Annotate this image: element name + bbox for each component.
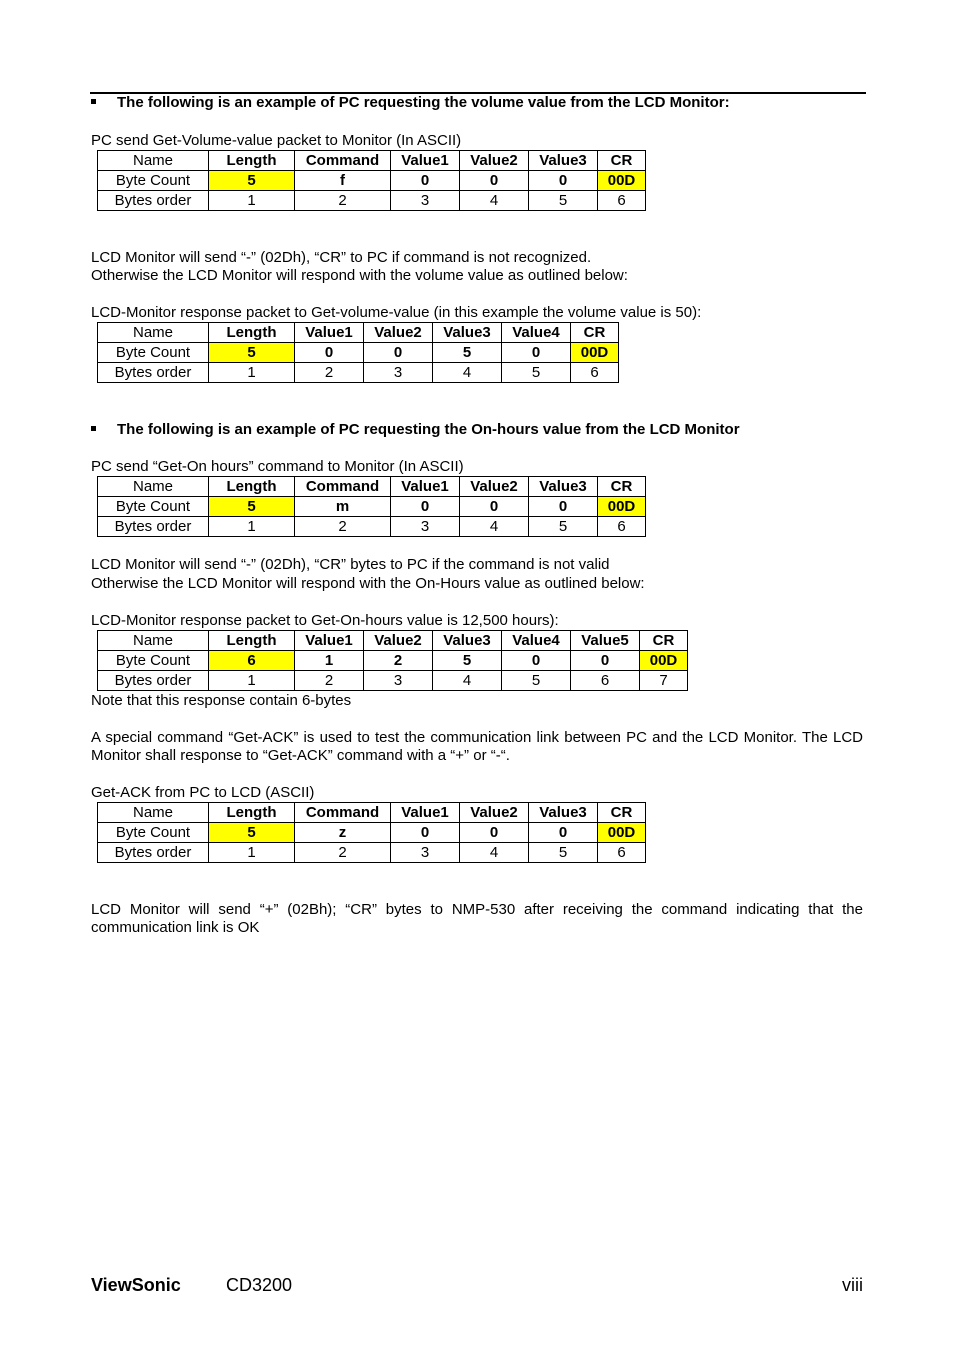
table-cell: 0 [460,171,529,191]
table-row-header [98,803,646,823]
table-cell: Length [209,631,295,651]
table-cell: Value1 [391,477,460,497]
table-cell: Length [209,151,295,171]
table-cell: Value2 [460,151,529,171]
table-cell: Bytes order [98,671,209,691]
table-cell-highlighted: 5 [209,171,295,191]
table-cell: Bytes order [98,517,209,537]
table-cell-highlighted: 5 [209,343,295,363]
bullet-icon [91,426,96,431]
table-cell: Length [209,803,295,823]
table-row-header [98,631,688,651]
table-cell: 2 [295,517,391,537]
table-cell: 4 [433,671,502,691]
paragraph: LCD-Monitor response packet to Get-On-hours value is 12,500 hours): [91,612,559,629]
table-row-bytes-order [98,517,646,537]
paragraph: Otherwise the LCD Monitor will respond with the volume value as outlined below: [91,267,628,284]
table-cell: 7 [640,671,688,691]
table-cell: 5 [502,363,571,383]
table-cell: Value2 [460,803,529,823]
table-cell: 0 [391,171,460,191]
section-heading-on-hours: The following is an example of PC requesting the On-hours value from the LCD Monitor [91,421,740,439]
table-cell: 4 [460,191,529,211]
table-cell: 1 [295,651,364,671]
table-row-header [98,323,619,343]
table-cell: Value3 [529,803,598,823]
table-cell: Byte Count [98,823,209,843]
table-cell: Value1 [295,323,364,343]
packet-table-get-volume [97,150,646,211]
table-cell: 5 [433,651,502,671]
table-cell: Value1 [295,631,364,651]
table-cell: Bytes order [98,191,209,211]
table-cell: 6 [571,363,619,383]
table-cell: 2 [295,191,391,211]
table-cell: 0 [391,823,460,843]
table-cell: Byte Count [98,651,209,671]
table-cell: Name [98,477,209,497]
table-cell: 2 [295,843,391,863]
table-cell: 2 [295,363,364,383]
table-row-byte-count [98,171,646,191]
table-cell: Length [209,477,295,497]
table-cell: Command [295,803,391,823]
table-cell: 4 [460,843,529,863]
table-cell: Value1 [391,803,460,823]
table-cell: Value2 [364,323,433,343]
table-cell: 5 [529,191,598,211]
table-cell: 1 [209,671,295,691]
table-cell: 2 [295,671,364,691]
table-cell: Name [98,151,209,171]
table-cell: z [295,823,391,843]
table-cell: 5 [433,343,502,363]
table-cell: Length [209,323,295,343]
table-cell: 1 [209,363,295,383]
bullet-icon [91,99,96,104]
table-cell: f [295,171,391,191]
table-cell: 0 [295,343,364,363]
paragraph: PC send Get-Volume-value packet to Monitor (In ASCII) [91,132,462,149]
table-cell: CR [598,477,646,497]
paragraph: LCD Monitor will send “-” (02Dh), “CR” to PC if command is not recognized. [91,249,592,266]
table-cell: 5 [529,517,598,537]
table-cell: Name [98,631,209,651]
table-cell: 3 [364,671,433,691]
table-cell: 0 [529,823,598,843]
paragraph: LCD-Monitor response packet to Get-volume-value (in this example the volume value is 50): [91,304,702,321]
table-cell-highlighted: 00D [598,171,646,191]
table-cell: 4 [460,517,529,537]
table-cell: Byte Count [98,497,209,517]
table-cell: 0 [502,651,571,671]
table-cell-highlighted: 00D [640,651,688,671]
table-row-byte-count [98,343,619,363]
table-cell: 0 [571,651,640,671]
table-cell: Value2 [364,631,433,651]
paragraph: LCD Monitor will send “-” (02Dh), “CR” bytes to PC if the command is not valid [91,556,610,573]
table-cell: Value3 [529,477,598,497]
table-cell: Command [295,477,391,497]
table-cell: CR [571,323,619,343]
table-row-bytes-order [98,843,646,863]
table-cell: 0 [529,171,598,191]
table-cell: 6 [571,671,640,691]
table-cell: Value3 [529,151,598,171]
paragraph: Otherwise the LCD Monitor will respond with the On-Hours value as outlined below: [91,575,645,592]
table-cell: Value4 [502,631,571,651]
table-cell: Value1 [391,151,460,171]
table-cell: 0 [529,497,598,517]
table-row-byte-count [98,497,646,517]
table-row-bytes-order [98,191,646,211]
table-cell: CR [598,803,646,823]
table-cell: 1 [209,843,295,863]
table-cell: 3 [391,191,460,211]
table-cell: 1 [209,191,295,211]
table-cell-highlighted: 00D [571,343,619,363]
table-row-byte-count [98,651,688,671]
paragraph: PC send “Get-On hours” command to Monitor (In ASCII) [91,458,464,475]
table-row-header [98,151,646,171]
table-cell-highlighted: 00D [598,497,646,517]
table-cell: Name [98,803,209,823]
table-cell: 2 [364,651,433,671]
table-cell: Bytes order [98,363,209,383]
table-cell: 6 [598,517,646,537]
table-cell-highlighted: 5 [209,823,295,843]
paragraph-ack-result: LCD Monitor will send “+” (02Bh); “CR” bytes to NMP-530 after receiving the command indicating that the communication link is OK [91,901,863,936]
footer-brand: ViewSonic [91,1275,181,1295]
table-row-bytes-order [98,363,619,383]
table-cell: 0 [391,497,460,517]
table-cell: 6 [598,843,646,863]
table-cell: 3 [391,517,460,537]
table-cell: Value2 [460,477,529,497]
table-cell-highlighted: 6 [209,651,295,671]
table-cell: 4 [433,363,502,383]
table-cell: Byte Count [98,171,209,191]
table-cell: Value3 [433,631,502,651]
table-cell-highlighted: 5 [209,497,295,517]
table-cell: CR [640,631,688,651]
table-cell: Name [98,323,209,343]
table-cell: 5 [502,671,571,691]
table-cell: 3 [391,843,460,863]
table-cell: Value4 [502,323,571,343]
table-cell: 5 [529,843,598,863]
table-cell: m [295,497,391,517]
table-cell: 0 [502,343,571,363]
table-cell: 3 [364,363,433,383]
table-cell: Command [295,151,391,171]
table-cell: 0 [460,497,529,517]
table-cell: Bytes order [98,843,209,863]
packet-table-on-hours-response [97,630,688,691]
table-cell: Byte Count [98,343,209,363]
section-heading-volume: The following is an example of PC requesting the volume value from the LCD Monitor: [91,94,730,112]
table-cell: 1 [209,517,295,537]
table-cell: CR [598,151,646,171]
table-cell: 0 [364,343,433,363]
paragraph-get-ack: A special command “Get-ACK” is used to test the communication link between PC and the LCD Monitor. The LCD Monitor shall response to “Get-ACK” command with a “+” or “-“. [91,729,863,764]
paragraph: Get-ACK from PC to LCD (ASCII) [91,784,315,801]
table-cell: Value5 [571,631,640,651]
footer-model: CD3200 [226,1275,293,1295]
table-row-byte-count [98,823,646,843]
packet-table-get-ack [97,802,646,863]
table-row-header [98,477,646,497]
table-cell-highlighted: 00D [598,823,646,843]
packet-table-get-on-hours [97,476,646,537]
paragraph: Note that this response contain 6-bytes [91,692,352,709]
table-cell: 0 [460,823,529,843]
table-cell: 6 [598,191,646,211]
table-row-bytes-order [98,671,688,691]
table-cell: Value3 [433,323,502,343]
footer-page-number: viii [842,1275,863,1295]
packet-table-volume-response [97,322,619,383]
